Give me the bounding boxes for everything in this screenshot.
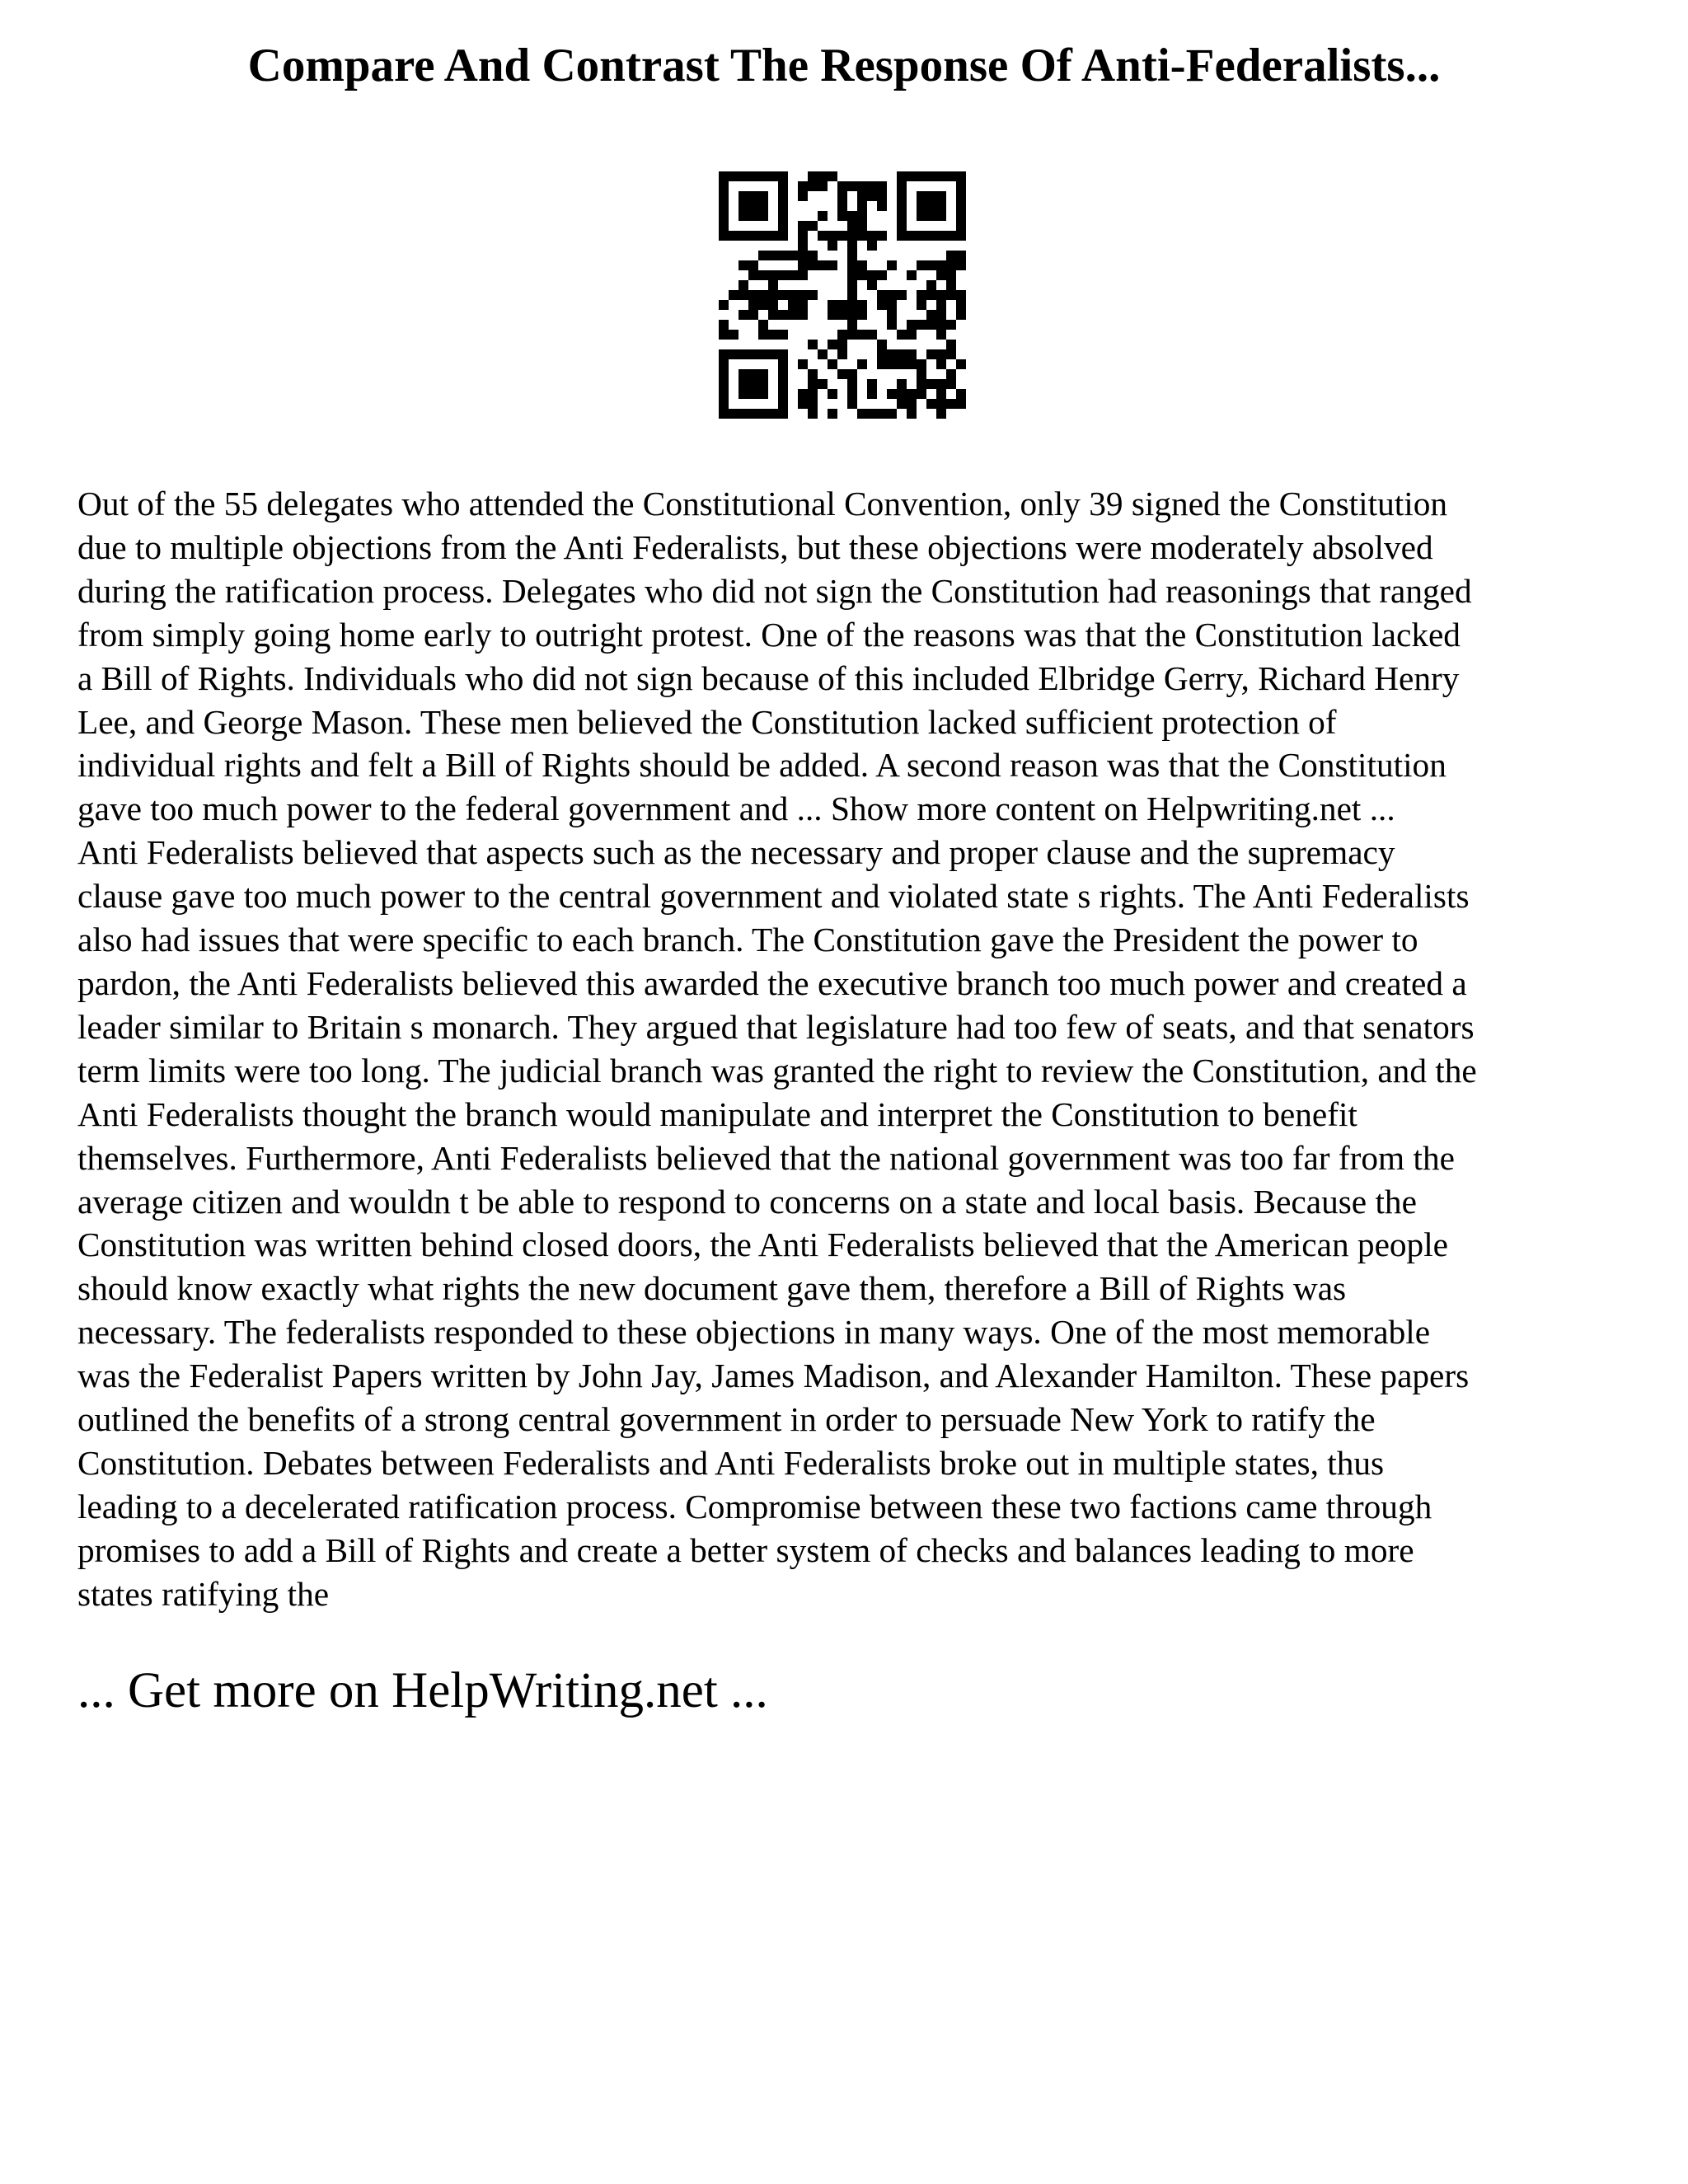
body-line: a Bill of Rights. Individuals who did not sign because of this included Elbridge Gerry, Richard Henry xyxy=(77,658,1460,697)
body-line: promises to add a Bill of Rights and create a better system of checks and balances leading to more xyxy=(77,1530,1414,1569)
body-line: average citizen and wouldn t be able to respond to concerns on a state and local basis. Because the xyxy=(77,1182,1417,1221)
body-line: term limits were too long. The judicial branch was granted the right to review the Constitution, and the xyxy=(77,1051,1477,1090)
body-line: states ratifying the xyxy=(77,1574,330,1613)
body-line: individual rights and felt a Bill of Rights should be added. A second reason was that the Constitution xyxy=(77,746,1447,785)
page-title: Compare And Contrast The Response Of Anti-Federalists... xyxy=(247,40,1441,91)
body-line: should know exactly what rights the new document gave them, therefore a Bill of Rights was xyxy=(77,1269,1347,1308)
get-more-link[interactable]: ... Get more on HelpWriting.net ... xyxy=(77,1663,768,1718)
body-line: gave too much power to the federal government and ... Show more content on Helpwriting.net ... xyxy=(77,790,1395,828)
body-line: clause gave too much power to the central government and violated state s rights. The Anti Federalists xyxy=(77,877,1470,916)
body-line: from simply going home early to outright protest. One of the reasons was that the Constitution lacked xyxy=(77,615,1461,654)
body-line: pardon, the Anti Federalists believed this awarded the executive branch too much power and created a xyxy=(77,963,1467,1002)
body-line: necessary. The federalists responded to these objections in many ways. One of the most memorable xyxy=(77,1313,1431,1352)
body-line: also had issues that were specific to each branch. The Constitution gave the President the power to xyxy=(77,921,1418,959)
body-line: leader similar to Britain s monarch. They argued that legislature had too few of seats, and that senators xyxy=(77,1007,1475,1046)
qr-code-icon xyxy=(719,171,966,419)
body-line: Constitution was written behind closed doors, the Anti Federalists believed that the American people xyxy=(77,1226,1449,1264)
body-line: during the ratification process. Delegates who did not sign the Constitution had reasonings that ranged xyxy=(77,571,1472,610)
body-line: leading to a decelerated ratification process. Compromise between these two factions came through xyxy=(77,1487,1432,1526)
body-line: outlined the benefits of a strong central government in order to persuade New York to ratify the xyxy=(77,1400,1376,1439)
body-line: Out of the 55 delegates who attended the Constitutional Convention, only 39 signed the Constitution xyxy=(77,485,1447,523)
body-line: due to multiple objections from the Anti Federalists, but these objections were moderately absolved xyxy=(77,527,1433,566)
body-line: Constitution. Debates between Federalists and Anti Federalists broke out in multiple states, thus xyxy=(77,1443,1385,1482)
body-line: Anti Federalists believed that aspects such as the necessary and proper clause and the supremacy xyxy=(77,833,1395,872)
body-line: was the Federalist Papers written by John Jay, James Madison, and Alexander Hamilton. These papers xyxy=(77,1357,1470,1395)
article-body xyxy=(77,482,1627,1616)
body-line: themselves. Furthermore, Anti Federalists believed that the national government was too far from the xyxy=(77,1138,1455,1177)
body-line: Anti Federalists thought the branch would manipulate and interpret the Constitution to benefit xyxy=(77,1094,1357,1133)
body-line: Lee, and George Mason. These men believed the Constitution lacked sufficient protection of xyxy=(77,702,1337,741)
